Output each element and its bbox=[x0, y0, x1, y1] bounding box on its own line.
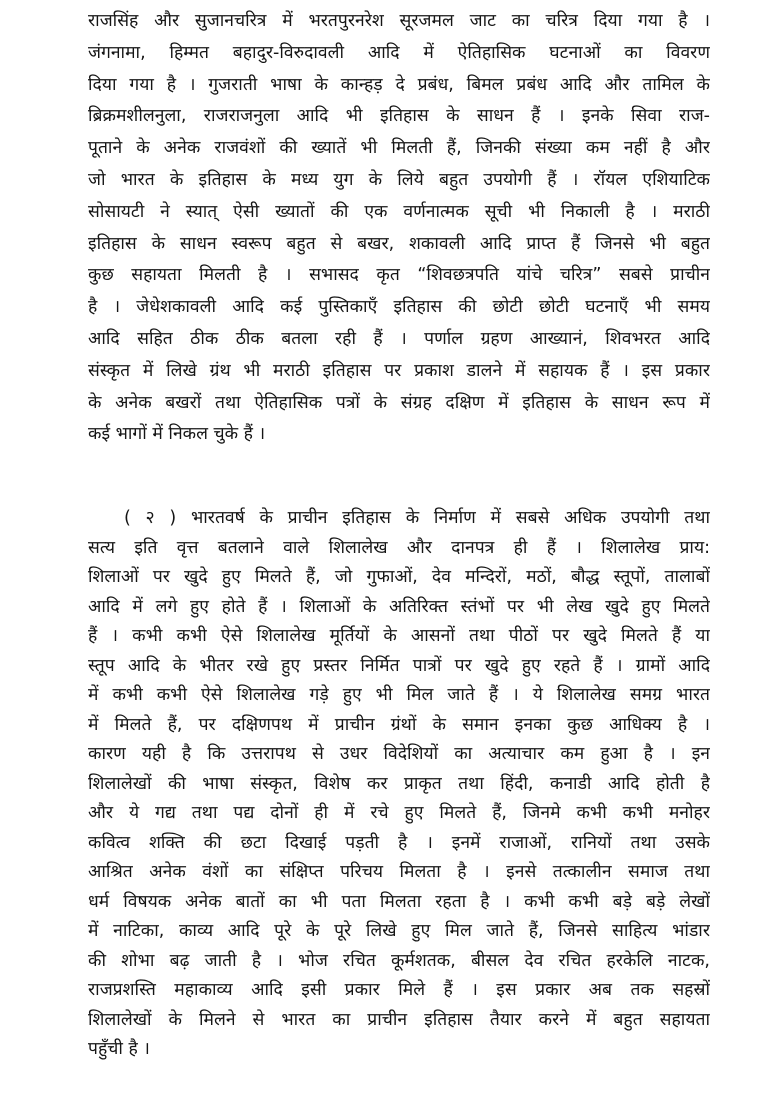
text-line: आश्रित अनेक वंशों का संक्षिप्त परिचय मिलता है । इनसे तत्कालीन समाज तथा bbox=[88, 862, 710, 882]
text-line: के अनेक बखरों तथा ऐतिहासिक पत्रों के संग्रह दक्षिण में इतिहास के साधन रूप में bbox=[88, 392, 710, 413]
text-line: जंगनामा, हिम्मत बहादुर-विरुदावली आदि में ऐतिहासिक घटनाओं का विवरण bbox=[88, 42, 710, 63]
text-line: ( २ ) भारतवर्ष के प्राचीन इतिहास के निर्माण में सबसे अधिक उपयोगी तथा bbox=[124, 508, 710, 528]
text-line: सत्य इति वृत्त बतलाने वाले शिलालेख और दानपत्र ही हैं । शिलालेख प्राय: bbox=[88, 537, 710, 558]
text-line: पूताने के अनेक राजवंशों की ख्यातें भी मिलती हैं, जिनकी संख्या कम नहीं है और bbox=[88, 138, 710, 159]
text-line: इतिहास के साधन स्वरूप बहुत से बखर, शकावली आदि प्राप्त हैं जिनसे भी बहुत bbox=[88, 233, 710, 254]
text-line: और ये गद्य तथा पद्य दोनों ही में रचे हुए मिलते हैं, जिनमे कभी कभी मनोहर bbox=[88, 803, 710, 823]
text-line: राजसिंह और सुजानचरित्र में भरतपुरनरेश सूरजमल जाट का चरित्र दिया गया है । bbox=[88, 11, 710, 31]
paragraph-2 bbox=[88, 504, 710, 1065]
text-line: में नाटिका, काव्य आदि पूरे के पूरे लिखे हुए मिल जाते हैं, जिनसे साहित्य भांडार bbox=[88, 921, 710, 941]
text-line: स्तूप आदि के भीतर रखे हुए प्रस्तर निर्मित पात्रों पर खुदे हुए रहते हैं । ग्रामों आदि bbox=[88, 655, 710, 676]
text-line: में कभी कभी ऐसे शिलालेख गड़े हुए भी मिल जाते हैं । ये शिलालेख समग्र भारत bbox=[88, 685, 710, 705]
text-line: ब्रिक्रमशीलनुला, राजराजनुला आदि भी इतिहास के साधन हैं । इनके सिवा राज- bbox=[88, 106, 710, 127]
text-line: में मिलते हैं, पर दक्षिणपथ में प्राचीन ग्रंथों के समान इनका कुछ आधिक्य है । bbox=[88, 714, 710, 735]
text-line: कुछ सहायता मिलती है । सभासद कृत “शिवछत्रपति यांचे चरित्र” सबसे प्राचीन bbox=[88, 265, 710, 286]
text-line: आदि सहित ठीक ठीक बतला रही हैं । पर्णाल ग्रहण आख्यानं, शिवभरत आदि bbox=[88, 328, 710, 349]
text-line: दिया गया है । गुजराती भाषा के कान्हड़ दे प्रबंध, बिमल प्रबंध आदि और तामिल के bbox=[88, 74, 710, 95]
text-line: पहुँची है । bbox=[88, 1039, 150, 1059]
text-line: आदि में लगे हुए होते हैं । शिलाओं के अतिरिक्त स्तंभों पर भी लेख खुदे हुए मिलते bbox=[88, 596, 710, 617]
text-line: शिलालेखों की भाषा संस्कृत, विशेष कर प्राकृत तथा हिंदी, कनाडी आदि होती है bbox=[88, 773, 710, 794]
text-line: की शोभा बढ़ जाती है । भोज रचित कूर्मशतक, बीसल देव रचित हरकेलि नाटक, bbox=[88, 950, 710, 971]
paragraph-1 bbox=[88, 6, 710, 451]
text-line: संस्कृत में लिखे ग्रंथ भी मराठी इतिहास पर प्रकाश डालने में सहायक हैं । इस प्रकार bbox=[88, 360, 710, 381]
text-line: शिलालेखों के मिलने से भारत का प्राचीन इतिहास तैयार करने में बहुत सहायता bbox=[88, 1009, 710, 1030]
text-line: सोसायटी ने स्यात् ऐसी ख्यातों की एक वर्णनात्मक सूची भी निकाली है । मराठी bbox=[88, 201, 710, 222]
text-line: जो भारत के इतिहास के मध्य युग के लिये बहुत उपयोगी हैं । रॉयल एशियाटिक bbox=[88, 169, 710, 190]
text-line: है । जेधेशकावली आदि कई पुस्तिकाएँ इतिहास की छोटी छोटी घटनाएँ भी समय bbox=[88, 297, 710, 318]
text-line: कई भागों में निकल चुके हैं । bbox=[88, 424, 266, 445]
text-line: कारण यही है कि उत्तरापथ से उधर विदेशियों का अत्याचार कम हुआ है । इन bbox=[88, 744, 710, 764]
text-line: हैं । कभी कभी ऐसे शिलालेख मूर्तियों के आसनों तथा पीठों पर खुदे मिलते हैं या bbox=[88, 626, 710, 646]
text-line: राजप्रशस्ति महाकाव्य आदि इसी प्रकार मिले हैं । इस प्रकार अब तक सहस्रों bbox=[88, 980, 710, 1000]
text-line: शिलाओं पर खुदे हुए मिलते हैं, जो गुफाओं, देव मन्दिरों, मठों, बौद्ध स्तूपों, तालाबों bbox=[88, 567, 710, 587]
text-line: कवित्व शक्ति की छटा दिखाई पड़ती है । इनमें राजाओं, रानियों तथा उसके bbox=[88, 832, 710, 853]
text-line: धर्म विषयक अनेक बातों का भी पता मिलता रहता है । कभी कभी बड़े बड़े लेखों bbox=[88, 891, 710, 912]
